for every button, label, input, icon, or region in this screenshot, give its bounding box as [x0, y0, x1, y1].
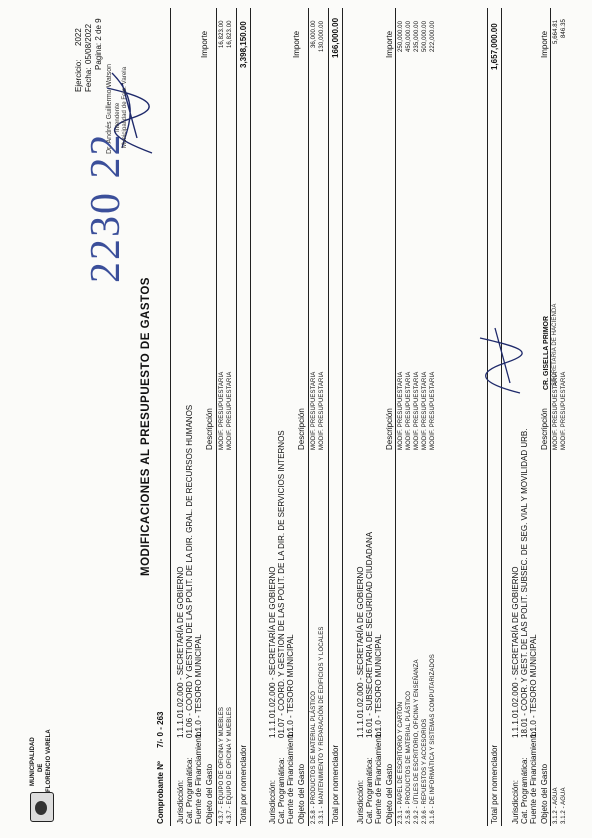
cat-programatica-label: Cat. Programática:	[277, 757, 286, 824]
jurisdiccion-label: Jurisdicción:	[511, 779, 520, 824]
row-descripcion: MODIF. PRESUPUESTARIA	[319, 371, 325, 450]
comprobante-value: 7/- 0 - 263	[156, 711, 165, 748]
divider	[550, 8, 551, 826]
cat-programatica-value: 01.07 - COORD. Y GESTION DE LAS POLIT. DE LA DIR. DE SERVICIOS INTERNOS	[277, 430, 286, 738]
total-value: 166,000.00	[331, 17, 340, 58]
municipality-line2: DE	[38, 763, 44, 772]
row-descripcion: MODIF. PRESUPUESTARIA	[553, 371, 559, 450]
row-objeto: 4.3.7 - EQUIPO DE OFICINA Y MUEBLES	[227, 707, 233, 824]
cat-programatica-value: 16.01 - SUBSECRETARIA DE SEGURIDAD CIUDADANA	[365, 531, 374, 738]
row-objeto: 2.9.2 - ÚTILES DE ESCRITORIO, OFICINA Y ENSEÑANZA	[414, 659, 420, 824]
jurisdiccion-value: 1.1.1.01.02.000 - SECRETARÍA DE GOBIERNO	[268, 566, 277, 738]
row-importe: 130,000.00	[319, 20, 325, 52]
fecha-value: 05/08/2022	[84, 23, 93, 64]
municipal-logo	[30, 792, 54, 822]
row-descripcion: MODIF. PRESUPUESTARIA	[219, 371, 225, 450]
row-objeto: 2.5.8 - PRODUCTOS DE MATERIAL PLÁSTICO	[311, 690, 317, 824]
importe-header: Importe	[200, 30, 209, 58]
ejercicio-label: Ejercicio:	[74, 59, 83, 92]
objeto-header: Objeto del Gasto	[205, 763, 214, 824]
objeto-header: Objeto del Gasto	[385, 763, 394, 824]
total-label: Total por nomenclador	[239, 744, 248, 824]
row-importe: 36,000.00	[311, 20, 317, 48]
row-objeto: 3.1.2 - AGUA	[561, 787, 567, 824]
jurisdiccion-label: Jurisdicción:	[268, 779, 277, 824]
fuente-label: Fuente de Financiamiento:	[374, 729, 383, 824]
fuente-value: 1.1.0 - TESORO MUNICIPAL	[286, 634, 295, 738]
cat-programatica-label: Cat. Programática:	[185, 757, 194, 824]
stamp-number: 2230 22	[83, 132, 129, 283]
row-descripcion: MODIF. PRESUPUESTARIA	[561, 371, 567, 450]
objeto-header: Objeto del Gasto	[540, 763, 549, 824]
row-importe: 16,823.00	[227, 20, 233, 48]
row-descripcion: MODIF. PRESUPUESTARIA	[406, 371, 412, 450]
fuente-label: Fuente de Financiamiento:	[529, 729, 538, 824]
fuente-value: 1.1.0 - TESORO MUNICIPAL	[194, 634, 203, 738]
row-importe: 846.35	[561, 19, 567, 38]
fuente-value: 1.1.0 - TESORO MUNICIPAL	[529, 634, 538, 738]
row-objeto: 2.5.8 - PRODUCTOS DE MATERIAL PLÁSTICO	[406, 690, 412, 824]
total-label: Total por nomenclador	[490, 744, 499, 824]
jurisdiccion-value: 1.1.1.01.02.000 - SECRETARÍA DE GOBIERNO	[176, 566, 185, 738]
fuente-label: Fuente de Financiamiento:	[286, 729, 295, 824]
row-importe: 16,823.00	[219, 20, 225, 48]
signature-1-org: Municipalidad de Fcio. Varela	[122, 66, 128, 148]
objeto-header: Objeto del Gasto	[297, 763, 306, 824]
divider	[487, 8, 488, 826]
row-descripcion: MODIF. PRESUPUESTARIA	[422, 371, 428, 450]
municipality-line1: MUNICIPALIDAD	[30, 737, 36, 786]
divider	[250, 8, 251, 826]
divider	[342, 8, 343, 826]
descripcion-header: Descripción	[297, 408, 306, 450]
row-descripcion: MODIF. PRESUPUESTARIA	[227, 371, 233, 450]
row-objeto: 2.9.6 - REPUESTOS Y ACCESORIOS	[422, 718, 428, 824]
row-descripcion: MODIF. PRESUPUESTARIA	[311, 371, 317, 450]
fuente-value: 1.1.0 - TESORO MUNICIPAL	[374, 634, 383, 738]
descripcion-header: Descripción	[205, 408, 214, 450]
row-objeto: 3.1.2 - AGUA	[553, 787, 559, 824]
fuente-label: Fuente de Financiamiento:	[194, 729, 203, 824]
importe-header: Importe	[385, 30, 394, 58]
divider	[395, 8, 396, 826]
page-title: MODIFICACIONES AL PRESUPUESTO DE GASTOS	[140, 277, 152, 576]
municipality-line3: FLORENCIO VARELA	[46, 729, 52, 792]
fecha-label: Fecha:	[84, 67, 93, 92]
row-objeto: 2.3.1 - PAPEL DE ESCRITORIO Y CARTÓN	[398, 701, 404, 824]
descripcion-header: Descripción	[540, 408, 549, 450]
ejercicio-value: 2022	[74, 28, 83, 46]
row-descripcion: MODIF. PRESUPUESTARIA	[398, 371, 404, 450]
cat-programatica-value: 18.01 - COOR. Y GEST. DE LAS POLIT. SUBSEC. DE SEG. VIAL Y MOVILIDAD URB.	[520, 428, 529, 738]
divider	[328, 8, 329, 826]
signature-scribble-2	[470, 318, 530, 398]
importe-header: Importe	[540, 30, 549, 58]
divider	[308, 8, 309, 826]
signature-1-name: Dr. Andrés Guillermo Watson	[106, 64, 113, 154]
row-importe: 222,000.00	[430, 20, 436, 52]
descripcion-header: Descripción	[385, 408, 394, 450]
comprobante-label: Comprobante Nº	[156, 761, 165, 824]
jurisdiccion-label: Jurisdicción:	[176, 779, 185, 824]
importe-header: Importe	[292, 30, 301, 58]
divider	[236, 8, 237, 826]
row-objeto: 3.3.1 - MANTENIMIENTO Y REPARACIÓN DE EDIFICIOS Y LOCALES	[319, 626, 325, 824]
signature-1-role: Intendente	[115, 102, 121, 132]
signature-2-name: CR. GISELLA PRIMOR	[543, 315, 550, 390]
row-descripcion: MODIF. PRESUPUESTARIA	[430, 371, 436, 450]
total-label: Total por nomenclador	[331, 744, 340, 824]
total-value: 1,657,000.00	[490, 23, 499, 70]
signature-2-role: SECRETARIA DE HACIENDA	[552, 303, 558, 386]
row-importe: 500,000.00	[422, 20, 428, 52]
cat-programatica-label: Cat. Programática:	[520, 757, 529, 824]
row-objeto: 3.1.6 - DE INFORMÁTICA Y SISTEMAS COMPUTARIZADOS	[430, 654, 436, 824]
row-importe: 250,000.00	[398, 20, 404, 52]
row-importe: 235,000.00	[414, 20, 420, 52]
divider	[216, 8, 217, 826]
row-objeto: 4.3.7 - EQUIPO DE OFICINA Y MUEBLES	[219, 707, 225, 824]
divider	[501, 8, 502, 826]
page-number: Pagina: 2 de 9	[94, 18, 103, 70]
jurisdiccion-value: 1.1.1.01.02.000 - SECRETARÍA DE GOBIERNO	[356, 566, 365, 738]
row-importe: 450,000.00	[406, 20, 412, 52]
cat-programatica-label: Cat. Programática:	[365, 757, 374, 824]
jurisdiccion-value: 1.1.1.01.02.000 - SECRETARÍA DE GOBIERNO	[511, 566, 520, 738]
row-descripcion: MODIF. PRESUPUESTARIA	[414, 371, 420, 450]
row-importe: 5,664.81	[553, 19, 559, 44]
divider	[170, 8, 171, 826]
total-value: 3,398,150.00	[239, 21, 248, 68]
cat-programatica-value: 01.06 - COORD Y GESTION DE LAS POLIT. DE LA DIR. GRAL. DE RECURSOS HUMANOS	[185, 404, 194, 738]
jurisdiccion-label: Jurisdicción:	[356, 779, 365, 824]
